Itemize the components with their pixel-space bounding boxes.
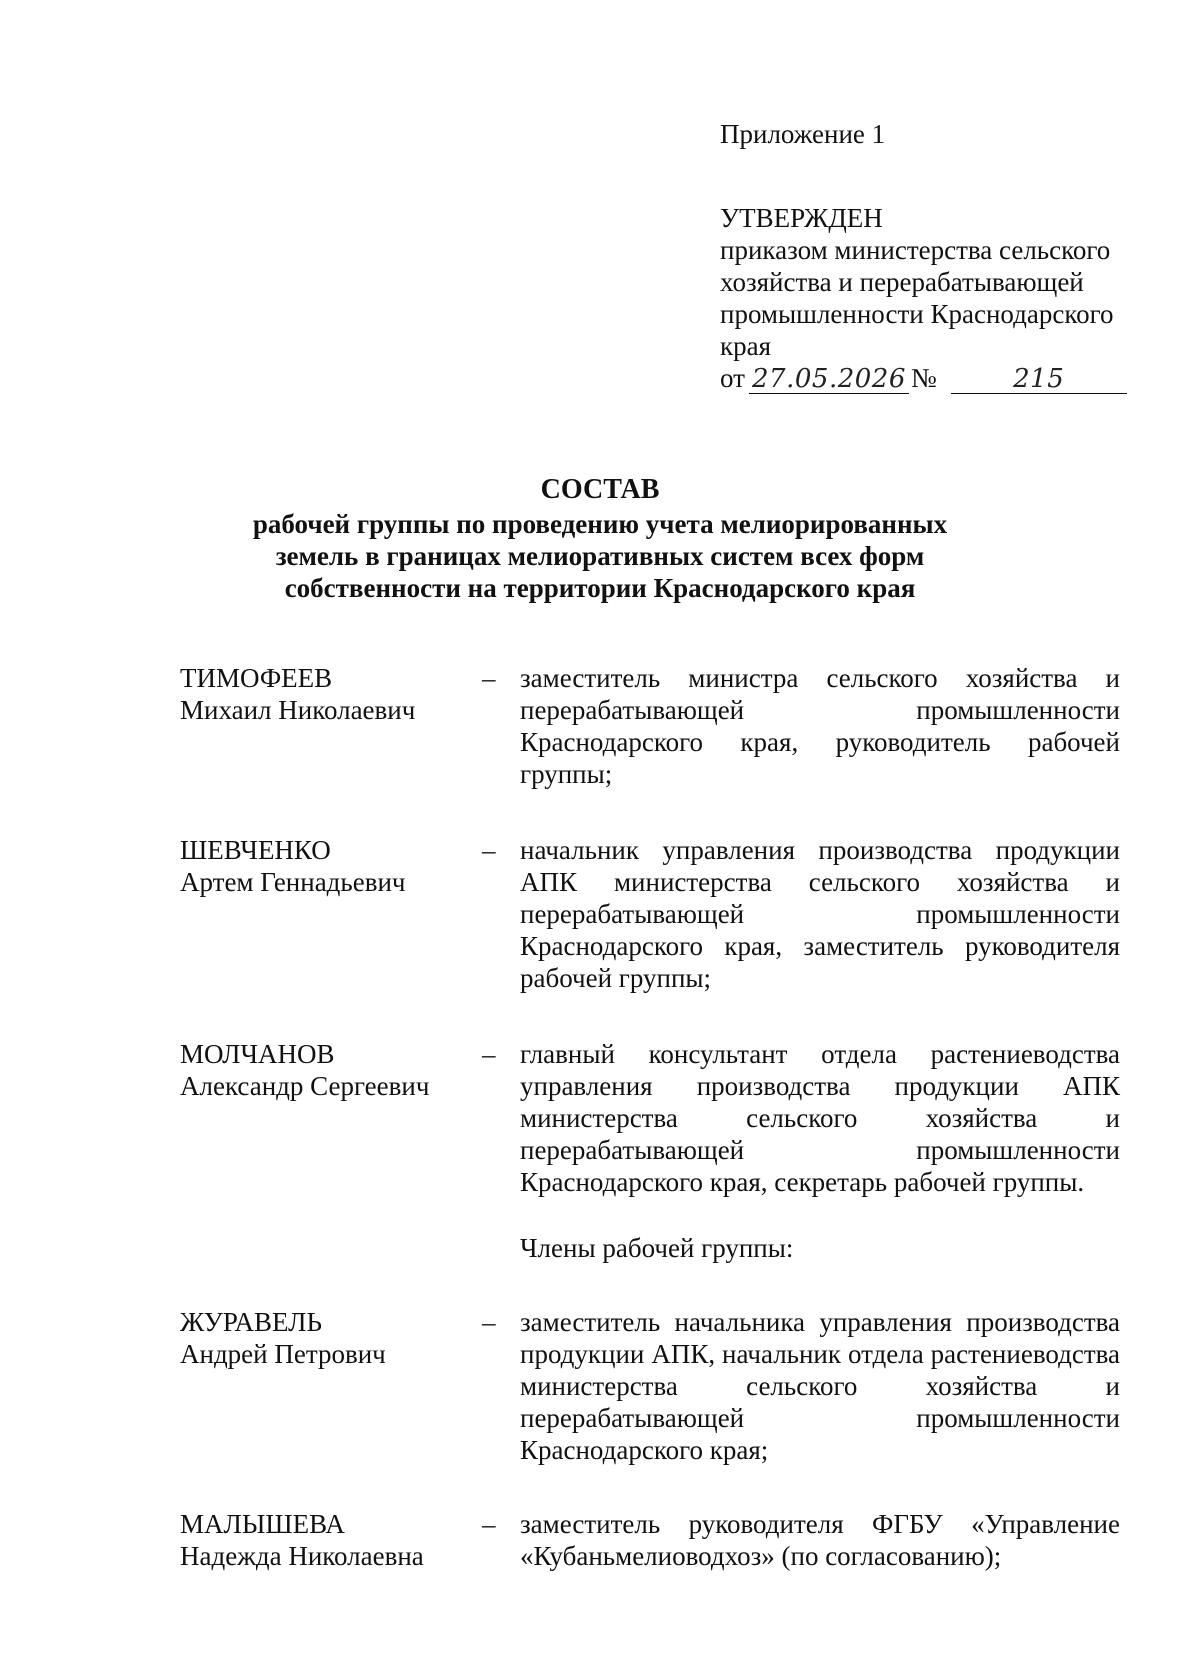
member-entry <box>180 1038 1120 1198</box>
member-given-names: Андрей Петрович <box>180 1339 386 1369</box>
member-dash: – <box>482 663 496 693</box>
number-prefix: № <box>910 363 937 393</box>
member-entry <box>180 834 1120 994</box>
member-surname: ШЕВЧЕНКО <box>180 835 331 865</box>
member-given-names: Артем Геннадьевич <box>180 867 406 897</box>
member-name <box>180 834 482 994</box>
member-description: начальник управления производства продукции АПК министерства сельского хозяйства и перерабатывающей промышленности Краснодарского края, заместитель руководителя рабочей группы; <box>520 835 1120 993</box>
member-name <box>180 1038 482 1198</box>
member-given-names: Надежда Николаевна <box>180 1541 424 1571</box>
members-section-label: Члены рабочей группы: <box>520 1233 794 1263</box>
members-list <box>180 662 1120 1572</box>
title-heading: СОСТАВ <box>540 474 660 505</box>
member-surname: МАЛЫШЕВА <box>180 1509 345 1539</box>
member-given-names: Александр Сергеевич <box>180 1071 430 1101</box>
approval-stamp-block <box>720 118 1140 394</box>
member-description: заместитель начальника управления производства продукции АПК, начальник отдела растениеводства министерства сельского хозяйства и перерабатывающей промышленности Краснодарского края; <box>520 1307 1120 1465</box>
member-surname: ЖУРАВЕЛЬ <box>180 1307 322 1337</box>
approved-label: УТВЕРЖДЕН <box>720 203 883 233</box>
handwritten-order-number: 215 <box>951 365 1127 394</box>
member-dash: – <box>482 1039 496 1069</box>
title-subtitle-line: земель в границах мелиоративных систем всех форм <box>275 541 925 571</box>
member-description: заместитель руководителя ФГБУ «Управление «Кубаньмелиоводхоз» (по согласованию); <box>520 1509 1120 1571</box>
member-dash: – <box>482 1307 496 1337</box>
approval-line: приказом министерства сельского <box>720 235 1111 265</box>
member-surname: МОЛЧАНОВ <box>180 1039 335 1069</box>
approval-line: края <box>720 331 772 361</box>
member-dash: – <box>482 1509 496 1539</box>
member-name <box>180 1508 482 1572</box>
member-entry <box>180 662 1120 790</box>
member-entry <box>180 1508 1120 1572</box>
member-description: главный консультант отдела растениеводства управления производства продукции АПК министерства сельского хозяйства и перерабатывающей промышленности Краснодарского края, секретарь рабочей группы. <box>520 1039 1120 1197</box>
member-surname: ТИМОФЕЕВ <box>180 663 333 693</box>
order-date-number-row <box>720 362 1140 394</box>
approval-line: хозяйства и перерабатывающей <box>720 267 1084 297</box>
member-given-names: Михаил Николаевич <box>180 695 416 725</box>
member-name <box>180 1306 482 1466</box>
title-subtitle-line: рабочей группы по проведению учета мелиорированных <box>252 509 948 539</box>
member-name <box>180 662 482 790</box>
member-dash: – <box>482 835 496 865</box>
date-prefix: от <box>720 363 745 393</box>
document-title <box>150 474 1050 604</box>
appendix-label: Приложение 1 <box>720 119 886 149</box>
member-entry <box>180 1306 1120 1466</box>
title-subtitle-line: собственности на территории Краснодарского края <box>284 573 916 603</box>
approval-line: промышленности Краснодарского <box>720 299 1114 329</box>
member-description: заместитель министра сельского хозяйства и перерабатывающей промышленности Краснодарского края, руководитель рабочей группы; <box>520 663 1120 789</box>
handwritten-date: 27.05.2026 <box>749 365 909 394</box>
